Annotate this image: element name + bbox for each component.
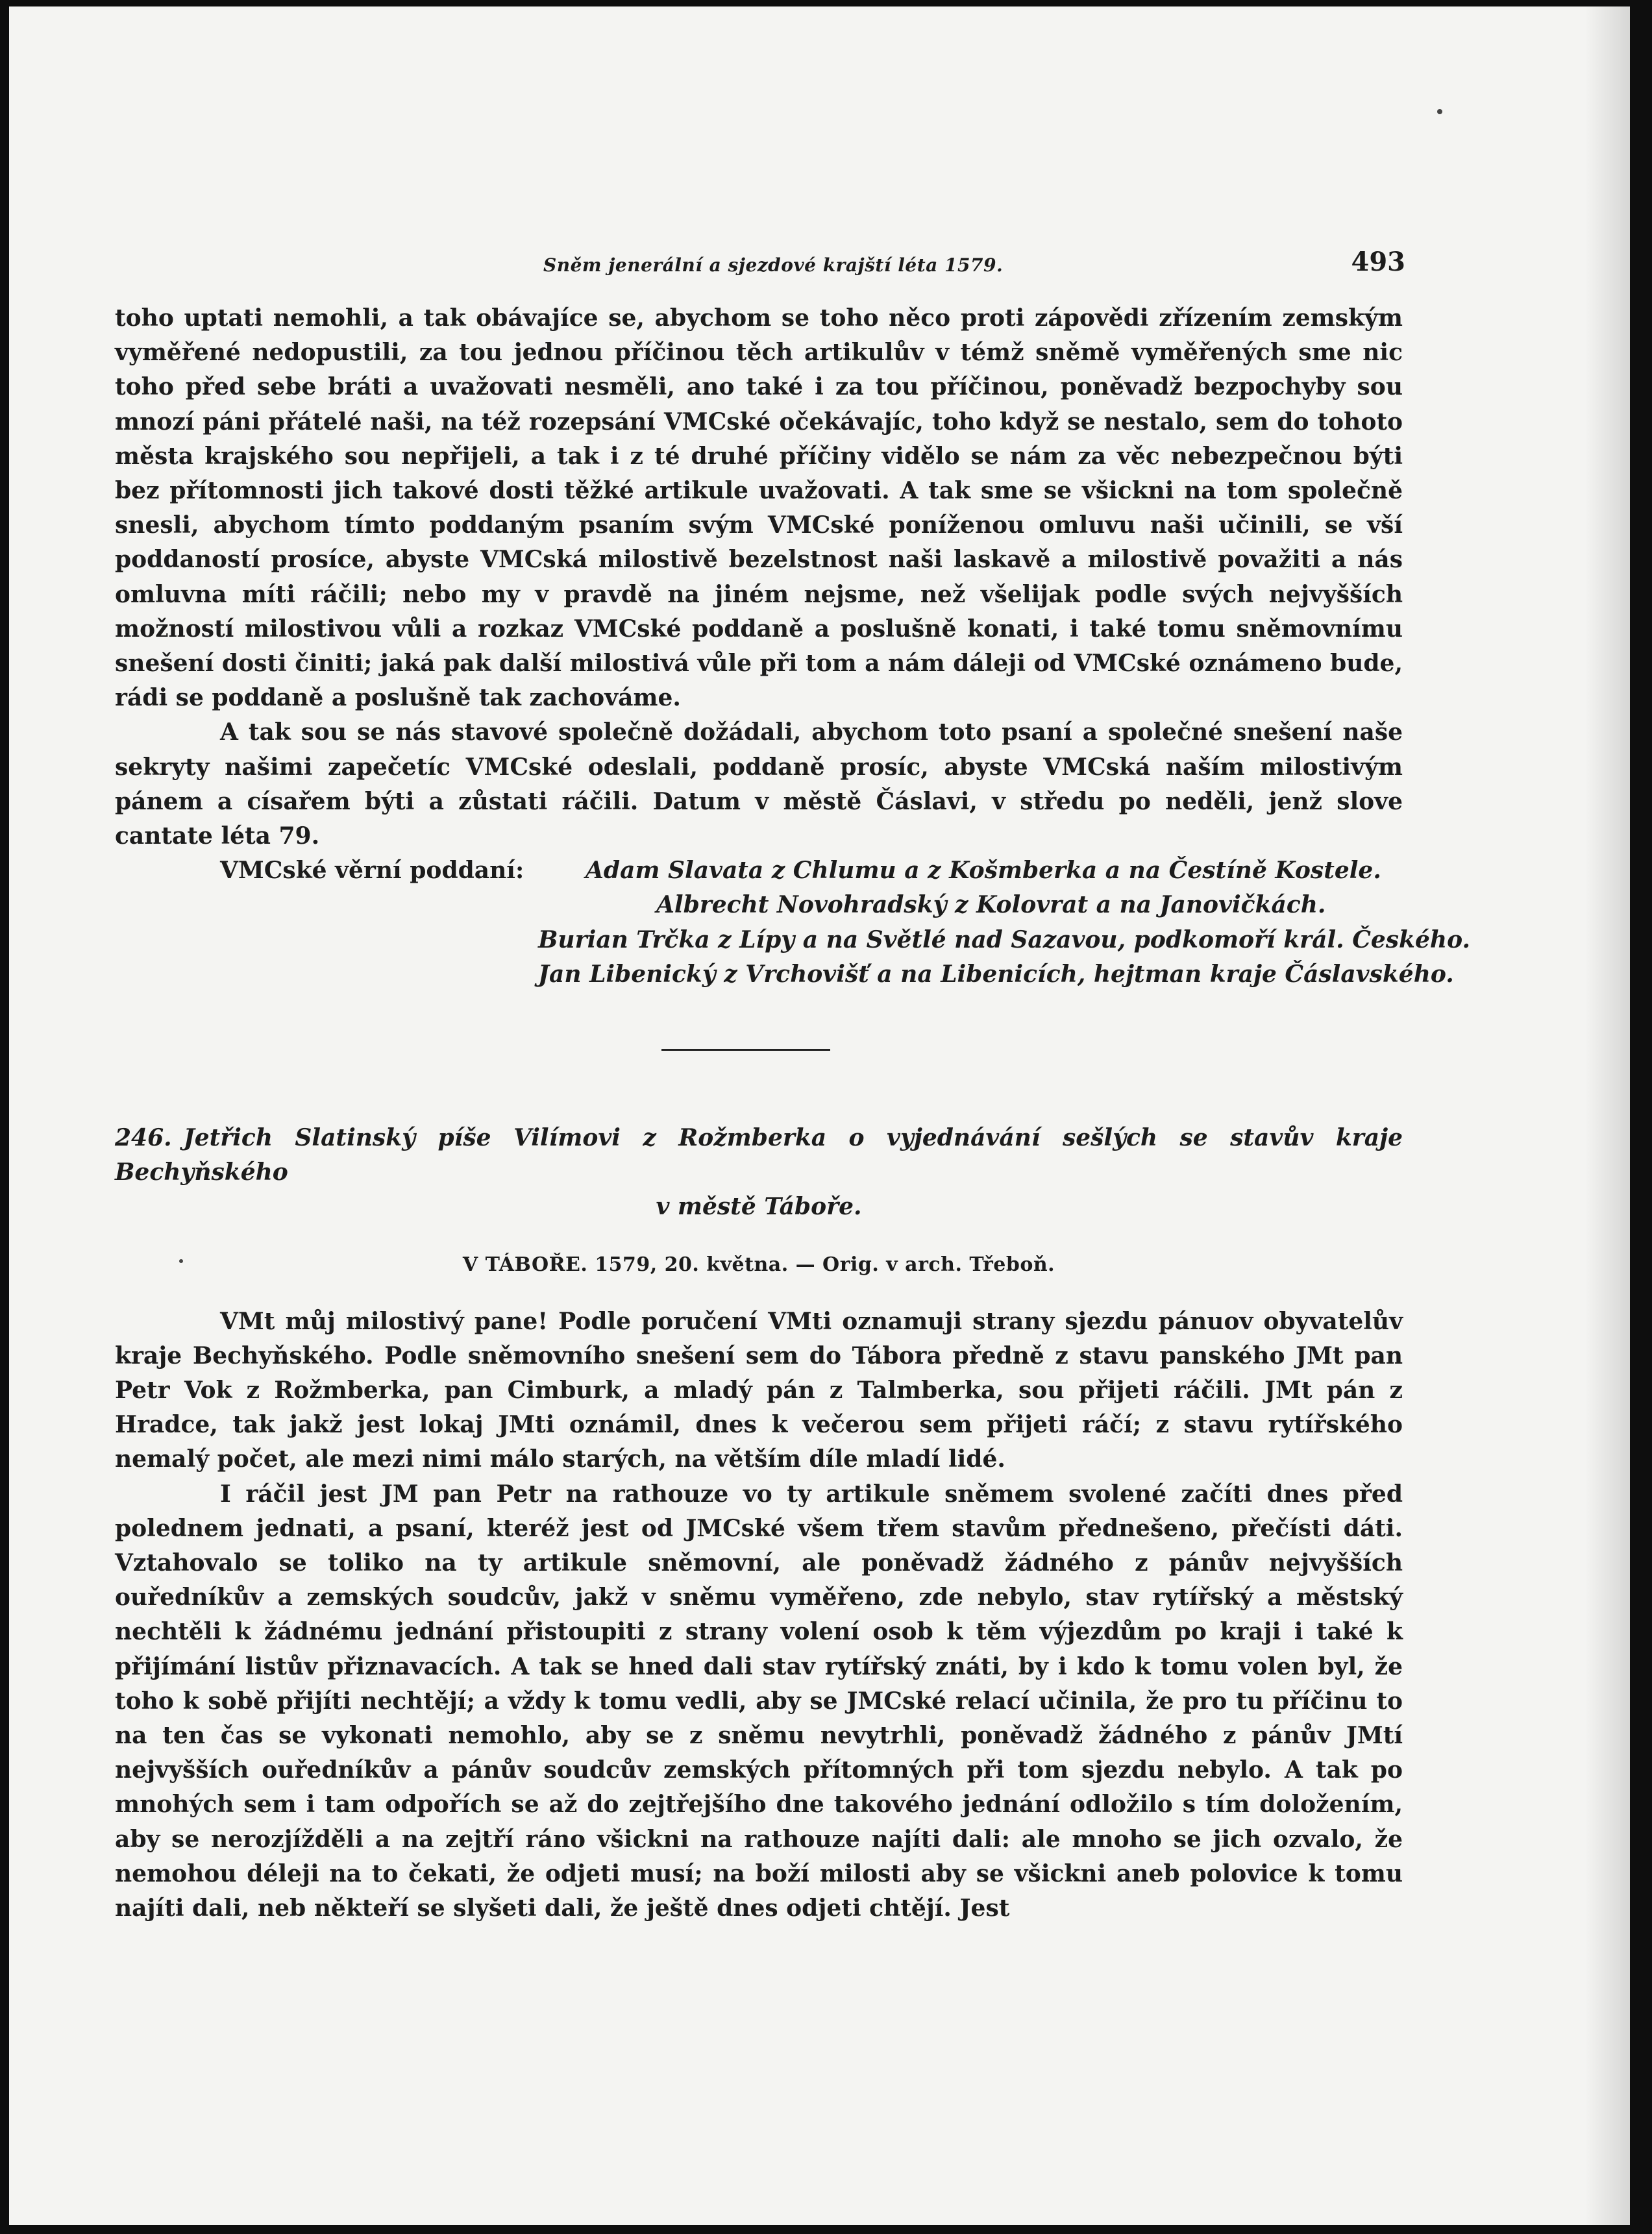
document-heading xyxy=(115,1121,1403,1190)
document-paragraph-2: I ráčil jest JM pan Petr na rathouze vo ty artikule sněmem svolené začíti dnes před polednem jednati, a psaní, kteréž jest od JMCské všem třem stavům přednešeno, přečísti dáti. Vztahovalo se toliko na ty artikule sněmovní, ale poněvadž žádného z pánův nejvyšších ouředníkův a zemských soudcův, jakž v sněmu vyměřeno, zde nebylo, stav rytířský a městský nechtěli k žádnému jednání přistoupiti z strany volení osob k těm výjezdům po kraji i také k přijímání listův přiznavacích. A tak se hned dali stav rytířský znáti, by i kdo k tomu volen byl, že toho k sobě přijíti nechtějí; a vždy k tomu vedli, aby se JMCské relací učinila, že pro tu příčinu to na ten čas se vykonati nemohlo, aby se z sněmu nevytrhli, poněvadž žádného z pánův JMtí nejvyšších ouředníkův a pánův soudcův zemských přítomných při tom sjezdu nebylo. A tak po mnohých sem i tam odpořích se až do zejtřejšího dne takového jednání odložilo s tím doložením, aby se nerozjížděli a na zejtří ráno všickni na rathouze najíti dali: ale mnoho se jich ozvalo, že nemohou déleji na to čekati, že odjeti musí; na boží milosti aby se všickni aneb polovice k tomu najíti dali, neb někteří se slyšeti dali, že ještě dnes odjeti chtějí. Jest xyxy=(115,1480,1403,1922)
document-meta: V TÁBOŘE. 1579, 20. května. — Orig. v arch. Třeboň. xyxy=(462,1253,1055,1276)
signature-name: Jan Libenický z Vrchovišť a na Libenicích, hejtman kraje Čáslavského. xyxy=(538,960,1454,988)
page-number: 493 xyxy=(1351,247,1405,277)
signature-block xyxy=(115,853,1470,992)
document-number: 246. xyxy=(115,1124,172,1151)
signature-name: Adam Slavata z Chlumu a z Košmberka a na Čestíně Kostele. xyxy=(586,857,1381,885)
signature-label: VMCské věrní poddaní: xyxy=(220,857,524,885)
top-paragraph: toho uptati nemohli, a tak obávajíce se, abychom se toho něco proti zápovědi zřízením zemským vyměřené nedopustili, za tou jednou příčinou těch artikulův v témž sněmě vyměřených sme nic toho před sebe bráti a uvažovati nesměli, ano také i za tou příčinou, poněvadž bezpochyby sou mnozí páni přátelé naši, na též rozepsání VMCské očekávajíc, toho když se nestalo, sem do tohoto města krajského sou nepřijeli, a tak i z té druhé příčiny vidělo se nám za věc nebezpečnou býti bez přítomnosti jich takové dosti těžké artikule uvažovati. A tak sme se všickni na tom společně snesli, abychom tímto poddaným psaním svým VMCské poníženou omluvu naši učinili, se vší poddaností prosíce, abyste VMCská milostivě bezelstnost naši laskavě a milostivě považiti a nás omluvna míti ráčili; nebo my v pravdě na jiném nejsme, než všelijak podle svých nejvyšších možností milostivou vůli a rozkaz VMCské poddaně a poslušně konati, i také tomu sněmovnímu snešení dosti činiti; jaká pak další milostivá vůle při tom a nám dáleji od VMCské oznámeno bude, rádi se poddaně a poslušně tak zachováme. xyxy=(115,304,1403,712)
signature-row xyxy=(115,853,1403,888)
page-header xyxy=(115,247,1403,286)
scan-speck xyxy=(1437,109,1442,114)
running-head: Sněm jenerální a sjezdové krajští léta 1579. xyxy=(543,254,1004,276)
signature-row xyxy=(115,957,1454,992)
signature-row xyxy=(115,888,1403,922)
signature-name: Albrecht Novohradský z Kolovrat a na Janovičkách. xyxy=(656,891,1326,919)
letter-continuation xyxy=(115,301,1403,853)
document-paragraph-1: VMt můj milostivý pane! Podle poručení VMti oznamuji strany sjezdu pánuov obyvatelův kraje Bechyňského. Podle sněmovního snešení sem do Tábora předně z stavu panského JMt pan Petr Vok z Rožmberka, pan Cimburk, a mladý pán z Talmberka, sou přijeti ráčili. JMt pán z Hradce, tak jakž jest lokaj JMti oznámil, dnes k večerou sem přijeti ráčí; z stavu rytířského nemalý počet, ale mezi nimi málo starých, na větším díle mladí lidé. xyxy=(115,1307,1403,1473)
page-edge-shadow xyxy=(1584,6,1630,2225)
signature-name: Burian Trčka z Lípy a na Světlé nad Sazavou, podkomoří král. Českého. xyxy=(538,926,1470,953)
signature-row xyxy=(115,923,1470,957)
second-paragraph: A tak sou se nás stavové společně dožádali, abychom toto psaní a společné snešení naše sekryty našimi zapečetíc VMCské odeslali, poddaně prosíc, abyste VMCská naším milostivým pánem a císařem býti a zůstati ráčili. Datum v městě Čáslavi, v středu po neděli, jenž slove cantate léta 79. xyxy=(115,718,1403,850)
scanned-page xyxy=(9,6,1630,2225)
document-body xyxy=(115,1305,1403,1926)
document-title-line-2: v městě Táboře. xyxy=(656,1193,862,1221)
document-title-line-1: Jetřich Slatinský píše Vilímovi z Rožmberka o vyjednávání sešlých se stavův kraje Bechyňského xyxy=(115,1124,1403,1186)
section-divider xyxy=(661,1049,830,1051)
text-column xyxy=(115,247,1470,1926)
